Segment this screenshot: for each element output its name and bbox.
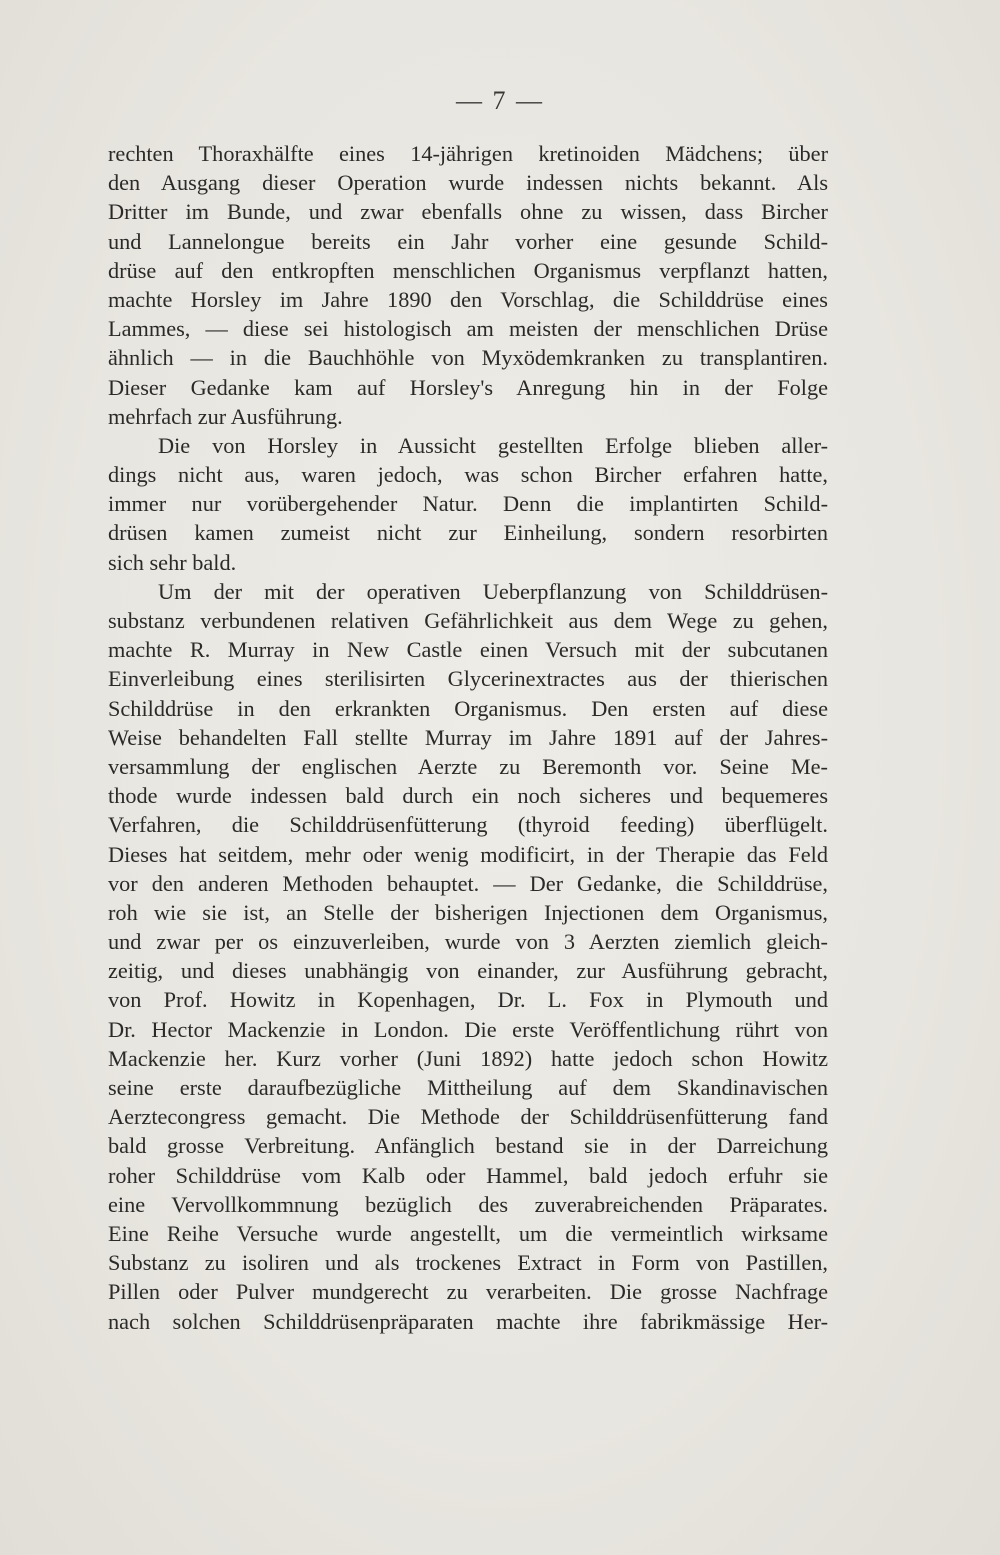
text-line: Schilddrüse in den erkrankten Organismus. Den ersten auf diese — [108, 695, 828, 721]
text-line: Lammes, — diese sei histologisch am meisten der menschlichen Drüse — [108, 316, 828, 342]
text-line: und Lannelongue bereits ein Jahr vorher eine gesunde Schild- — [108, 228, 828, 254]
page-number: — 7 — — [456, 86, 544, 115]
text-line: substanz verbundenen relativen Gefährlichkeit aus dem Wege zu gehen, — [108, 608, 828, 633]
text-line: vor den anderen Methoden behauptet. — Der Gedanke, die Schilddrüse, — [108, 870, 828, 896]
text-line: Dr. Hector Mackenzie in London. Die erste Veröffentlichung rührt von — [108, 1016, 828, 1042]
text-line: den Ausgang dieser Operation wurde indessen nichts bekannt. Als — [108, 170, 828, 196]
text-line: Pillen oder Pulver mundgerecht zu verarbeiten. Die grosse Nachfrage — [108, 1279, 828, 1305]
text-line: thode wurde indessen bald durch ein noch sicheres und bequemeres — [108, 783, 828, 809]
text-line: Eine Reihe Versuche wurde angestellt, um die vermeintlich wirksame — [108, 1220, 828, 1246]
text-line: Dieses hat seitdem, mehr oder wenig modificirt, in der Therapie das Feld — [108, 841, 828, 867]
text-line: Einverleibung eines sterilisirten Glycerinextractes aus der thierischen — [108, 666, 828, 692]
text-line: Aerztecongress gemacht. Die Methode der Schilddrüsenfütterung fand — [108, 1104, 828, 1130]
text-line: machte Horsley im Jahre 1890 den Vorschlag, die Schilddrüse eines — [108, 286, 828, 312]
text-line: von Prof. Howitz in Kopenhagen, Dr. L. Fox in Plymouth und — [108, 987, 828, 1013]
text-line: versammlung der englischen Aerzte zu Beremonth vor. Seine Me- — [108, 753, 828, 779]
text-line: Mackenzie her. Kurz vorher (Juni 1892) hatte jedoch schon Howitz — [108, 1045, 828, 1071]
text-line: roh wie sie ist, an Stelle der bisherigen Injectionen dem Organismus, — [108, 899, 828, 925]
text-line: bald grosse Verbreitung. Anfänglich bestand sie in der Darreichung — [108, 1133, 828, 1159]
text-line: zeitig, und dieses unabhängig von einander, zur Ausführung gebracht, — [108, 958, 828, 984]
text-line: drüse auf den entkropften menschlichen Organismus verpflanzt hatten, — [108, 257, 828, 283]
text-line: machte R. Murray in New Castle einen Versuch mit der subcutanen — [108, 637, 828, 663]
text-line: rechten Thoraxhälfte eines 14-jährigen kretinoiden Mädchens; über — [108, 141, 828, 166]
text-line: nach solchen Schilddrüsenpräparaten machte ihre fabrikmässige Her- — [108, 1308, 828, 1334]
text-line: Dritter im Bunde, und zwar ebenfalls ohne zu wissen, dass Bircher — [108, 199, 828, 225]
text-line: Substanz zu isoliren und als trockenes Extract in Form von Pastillen, — [108, 1250, 828, 1276]
text-line: Weise behandelten Fall stellte Murray im Jahre 1891 auf der Jahres- — [108, 724, 828, 750]
paragraph-first-line: Die von Horsley in Aussicht gestellten Erfolge blieben aller- — [158, 432, 828, 458]
text-line: Dieser Gedanke kam auf Horsley's Anregung hin in der Folge — [108, 374, 828, 400]
text-line: ähnlich — in die Bauchhöhle von Myxödemkranken zu transplantiren. — [108, 345, 828, 371]
text-line: immer nur vorübergehender Natur. Denn die implantirten Schild- — [108, 491, 828, 517]
text-line: drüsen kamen zumeist nicht zur Einheilung, sondern resorbirten — [108, 520, 828, 546]
text-line: Verfahren, die Schilddrüsenfütterung (thyroid feeding) überflügelt. — [108, 812, 828, 838]
text-line: seine erste daraufbezügliche Mittheilung auf dem Skandinavischen — [108, 1075, 828, 1100]
text-line: eine Vervollkommnung bezüglich des zuverabreichenden Präparates. — [108, 1191, 828, 1217]
paragraph-first-line: Um der mit der operativen Ueberpflanzung von Schilddrüsen- — [158, 578, 828, 604]
text-line: roher Schilddrüse vom Kalb oder Hammel, bald jedoch erfuhr sie — [108, 1162, 828, 1188]
text-line: dings nicht aus, waren jedoch, was schon Bircher erfahren hatte, — [108, 462, 828, 488]
text-line: mehrfach zur Ausführung. — [108, 403, 343, 429]
text-line: und zwar per os einzuverleiben, wurde von 3 Aerzten ziemlich gleich- — [108, 929, 828, 955]
text-line: sich sehr bald. — [108, 549, 237, 575]
body-text — [108, 139, 828, 1336]
